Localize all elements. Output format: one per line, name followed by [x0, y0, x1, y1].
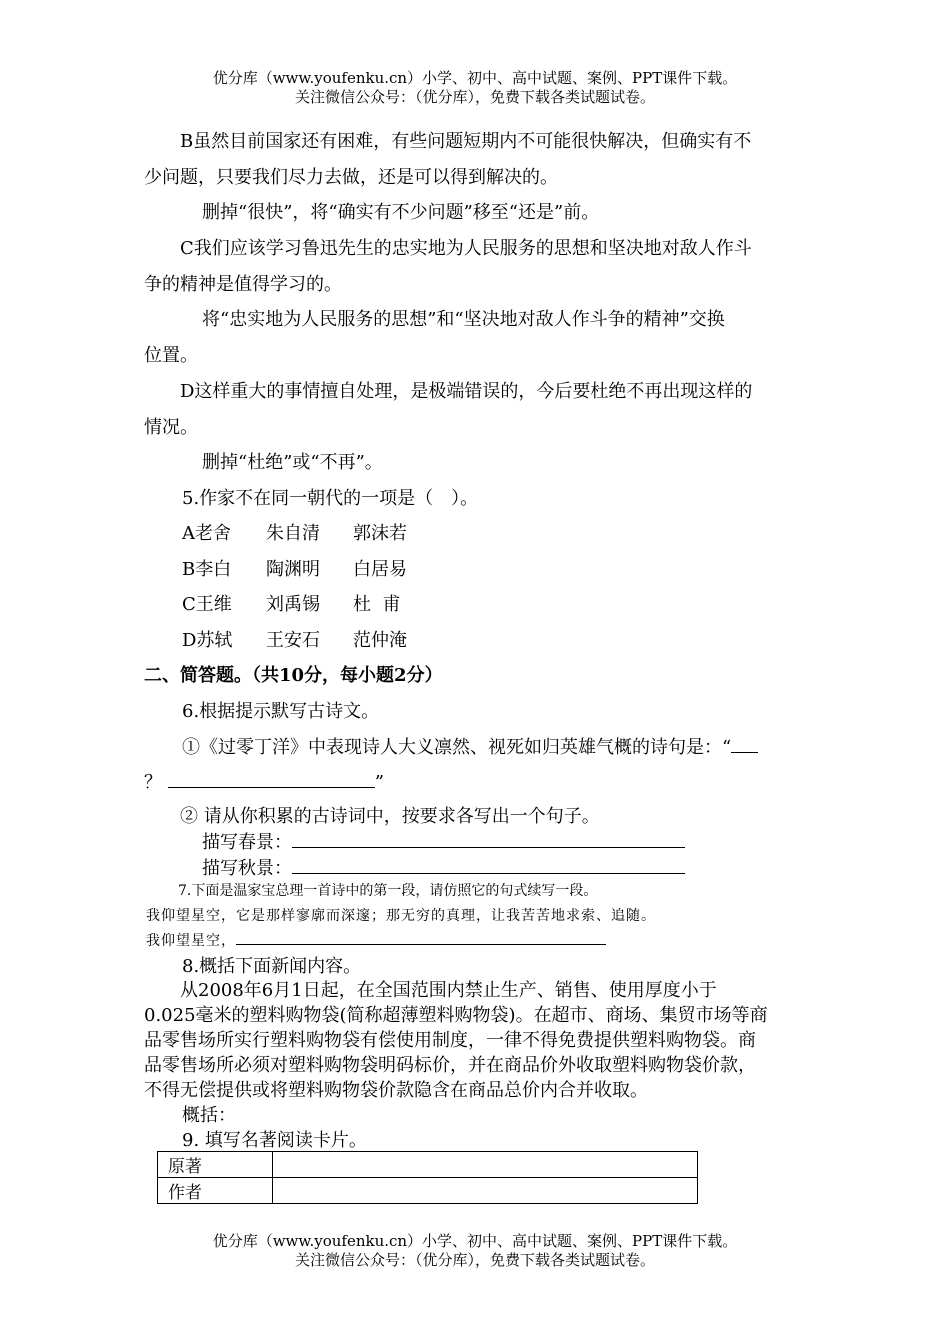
q4-option-c-line2: 争的精神是值得学习的。 [144, 274, 342, 295]
header-line-1: 优分库（www.youfenku.cn）小学、初中、高中试题、案例、PPT课件下载。 [212, 69, 738, 87]
q6-spring-label: 描写春景： [202, 832, 292, 853]
q5-option-c-author-1: 刘禹锡 [266, 594, 320, 615]
q6-item1-question-mark: ？ [144, 772, 162, 793]
q6-item1-close-quote: ” [374, 772, 384, 793]
q6-autumn-row [202, 854, 685, 880]
q6-item1-prompt: ①《过零丁洋》中表现诗人大义凛然、视死如归英雄气概的诗句是：“ [182, 737, 732, 758]
q6-autumn-blank[interactable] [292, 857, 685, 874]
q4-option-b-line1: B虽然目前国家还有困难，有些问题短期内不可能很快解决，但确实有不 [180, 131, 752, 152]
section-2-title: 二、简答题。（共10分，每小题2分） [144, 665, 443, 686]
q7-prompt: 我仰望星空， [146, 933, 236, 949]
q6-autumn-label: 描写秋景： [202, 858, 292, 879]
q5-option-d-label: D苏轼 [182, 630, 233, 651]
q5-option-a-author-1: 朱自清 [266, 523, 320, 544]
q5-option-d-author-2: 范仲淹 [353, 630, 407, 651]
q8-news-line2: 0.025毫米的塑料购物袋(简称超薄塑料购物袋)。在超市、商场、集贸市场等商 [144, 1005, 768, 1026]
q4-option-c-fix-line2: 位置。 [144, 345, 198, 366]
q7-blank[interactable] [236, 931, 606, 945]
q4-option-b-line2: 少问题，只要我们尽力去做，还是可以得到解决的。 [144, 167, 558, 188]
table-row [158, 1152, 698, 1178]
footer-line-2: 关注微信公众号：（优分库），免费下载各类试题试卷。 [294, 1251, 655, 1269]
q5-option-b-author-1: 陶渊明 [266, 559, 320, 580]
q4-option-c-fix-line1: 将“忠实地为人民服务的思想”和“坚决地对敌人作斗争的精神”交换 [202, 309, 725, 330]
q5-option-c-label: C王维 [182, 594, 232, 615]
reading-card-table [157, 1151, 698, 1204]
q4-option-d-line1: D这样重大的事情擅自处理，是极端错误的，今后要杜绝不再出现这样的 [180, 381, 753, 402]
q7-prompt-row [146, 930, 606, 950]
q8-stem: 8.概括下面新闻内容。 [182, 956, 362, 977]
q6-item1-blank-a[interactable] [731, 736, 758, 753]
header-line-2: 关注微信公众号：（优分库），免费下载各类试题试卷。 [294, 88, 655, 106]
q6-spring-blank[interactable] [292, 831, 685, 848]
q8-news-line1: 从2008年6月1日起，在全国范围内禁止生产、销售、使用厚度小于 [180, 980, 717, 1001]
q9-stem: 9. 填写名著阅读卡片。 [182, 1130, 367, 1151]
q4-option-d-line2: 情况。 [144, 417, 198, 438]
q8-news-line5: 不得无偿提供或将塑料购物袋价款隐含在商品总价内合并收取。 [144, 1080, 648, 1101]
q6-item1-text [182, 733, 758, 759]
reading-card-label-original: 原著 [158, 1152, 273, 1178]
q5-stem: 5.作家不在同一朝代的一项是（ ）。 [182, 488, 479, 509]
q5-option-a-author-2: 郭沫若 [353, 523, 407, 544]
q8-news-line4: 品零售场所必须对塑料购物袋明码标价，并在商品价外收取塑料购物袋价款， [144, 1055, 756, 1076]
q6-stem: 6.根据提示默写古诗文。 [182, 701, 380, 722]
q6-item1-continuation [144, 768, 384, 794]
q6-item1-blank-b[interactable] [168, 771, 375, 788]
footer-line-1: 优分库（www.youfenku.cn）小学、初中、高中试题、案例、PPT课件下载。 [212, 1232, 738, 1250]
q7-example: 我仰望星空，它是那样寥廓而深邃；那无穷的真理，让我苦苦地求索、追随。 [146, 908, 656, 924]
q5-option-b-author-2: 白居易 [353, 559, 407, 580]
q6-item2-text: ② 请从你积累的古诗词中，按要求各写出一个句子。 [180, 806, 600, 827]
q5-option-b-label: B李白 [182, 559, 232, 580]
q8-news-line3: 品零售场所实行塑料购物袋有偿使用制度，一律不得免费提供塑料购物袋。商 [144, 1030, 756, 1051]
q7-stem: 7.下面是温家宝总理一首诗中的第一段，请仿照它的句式续写一段。 [178, 883, 598, 899]
reading-card-label-author: 作者 [158, 1178, 273, 1204]
table-row [158, 1178, 698, 1204]
q5-option-c-author-2: 杜 甫 [353, 594, 401, 615]
q8-summary-label: 概括： [182, 1105, 236, 1126]
reading-card-value-original[interactable] [273, 1152, 698, 1178]
q4-option-c-line1: C我们应该学习鲁迅先生的忠实地为人民服务的思想和坚决地对敌人作斗 [180, 238, 752, 259]
q5-option-d-author-1: 王安石 [266, 630, 320, 651]
q6-spring-row [202, 828, 685, 854]
q4-option-d-fix: 删掉“杜绝”或“不再”。 [202, 452, 383, 473]
q5-option-a-label: A老舍 [182, 523, 231, 544]
reading-card-value-author[interactable] [273, 1178, 698, 1204]
q4-option-b-fix: 删掉“很快”，将“确实有不少问题”移至“还是”前。 [202, 202, 600, 223]
